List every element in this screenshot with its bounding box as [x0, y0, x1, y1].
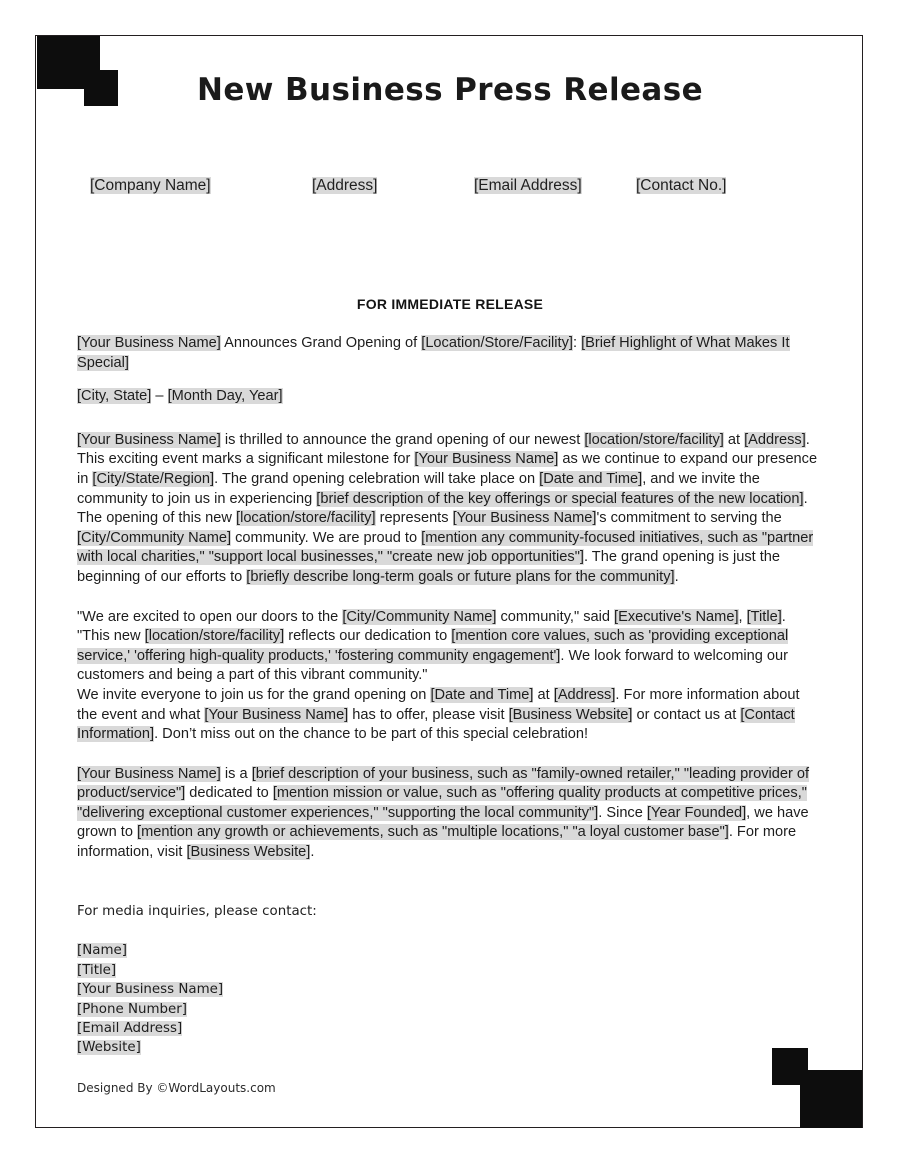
p4-text-f: .: [310, 844, 315, 861]
p3-text-a: We invite everyone to join us for the grand opening on: [77, 686, 431, 703]
p1-text-k: . The grand opening is just the beginning of our efforts to: [77, 549, 781, 585]
p1-text-c: . This exciting event marks a significant milestone for: [77, 431, 810, 468]
p1-text-h: represents: [375, 510, 453, 527]
meta-address: [312, 177, 474, 195]
dateline-city-state: [City, State]: [77, 388, 152, 405]
headline-mid-text: Announces Grand Opening of: [220, 335, 422, 351]
p3-address: [Address]: [553, 686, 616, 703]
p2-text-e: reflects our dedication to: [284, 628, 452, 645]
p4-text-c: . Since: [598, 804, 647, 821]
designer-credit: Designed By ©WordLayouts.com: [77, 1081, 276, 1095]
company-meta-row: [90, 177, 780, 195]
p3-date-and-time: [Date and Time]: [430, 686, 534, 703]
p1-text-f: , and we invite the community to join us in experiencing: [77, 470, 760, 507]
p2-core-values: [mention core values, such as 'providing exceptional service,' 'offering high-quality products,' 'fostering community engagement']: [77, 628, 789, 664]
p4-mission-or-value: [mention mission or value, such as "offering quality products at competitive prices," "delivering exceptional customer experiences," "supporting the local community"]: [77, 785, 807, 821]
p3-business-name: [Your Business Name]: [204, 706, 349, 723]
body-paragraph-1: [77, 431, 819, 588]
p4-text-d: , we have grown to: [77, 804, 809, 841]
p1-long-term-goals: [briefly describe long-term goals or future plans for the community]: [246, 568, 675, 585]
headline-business-name: [Your Business Name]: [77, 335, 221, 351]
contact-name: [Name]: [77, 943, 127, 959]
body-paragraph-4-boilerplate: [77, 765, 819, 863]
list-item: [77, 941, 577, 960]
contact-title: [Title]: [77, 962, 117, 978]
p4-growth-achievements: [mention any growth or achievements, such as "multiple locations," "a loyal customer base"]: [137, 824, 729, 841]
p1-community-name: [City/Community Name]: [77, 529, 232, 546]
list-item: [77, 961, 577, 980]
p3-business-website: [Business Website]: [508, 706, 633, 723]
p3-text-c: . For more information about the event and what: [77, 686, 800, 723]
headline-highlight: [Brief Highlight of What Makes It Special]: [77, 335, 790, 371]
body-paragraph-3-invite: [77, 686, 819, 745]
headline-location: [Location/Store/Facility]: [421, 335, 573, 351]
meta-contact-number-value: [Contact No.]: [636, 177, 727, 194]
media-contact-intro: For media inquiries, please contact:: [77, 904, 317, 919]
p1-text-e: . The grand opening celebration will take place on: [214, 470, 540, 487]
page-title: New Business Press Release: [196, 72, 704, 108]
list-item: [77, 1000, 577, 1019]
headline-paragraph: [77, 334, 819, 373]
bottom-right-large-square-decoration: [800, 1070, 862, 1128]
p1-text-g: . The opening of this new: [77, 490, 808, 527]
p3-text-f: . Don’t miss out on the chance to be part of this special celebration!: [154, 726, 589, 743]
p3-contact-information: [Contact Information]: [77, 706, 795, 743]
dateline-paragraph: [77, 387, 819, 407]
contact-website: [Website]: [77, 1040, 141, 1056]
p1-key-offerings: [brief description of the key offerings or special features of the new location]: [316, 490, 804, 507]
contact-email-address: [Email Address]: [77, 1021, 183, 1037]
p1-business-name-2: [Your Business Name]: [414, 451, 559, 468]
p4-business-website: [Business Website]: [186, 844, 311, 861]
p1-city-state-region: [City/State/Region]: [92, 470, 215, 487]
p4-text-a: is a: [220, 765, 252, 782]
body-paragraph-2-quote: [77, 608, 819, 686]
p1-text-j: community. We are proud to: [231, 529, 422, 546]
p1-business-name-3: [Your Business Name]: [452, 510, 597, 527]
p1-text-i: 's commitment to serving the: [596, 510, 782, 527]
list-item: [77, 980, 577, 999]
p1-text-l: .: [674, 568, 679, 585]
press-release-body: [77, 334, 819, 863]
dateline-date: [Month Day, Year]: [167, 388, 283, 405]
p2-community-name: [City/Community Name]: [342, 608, 497, 625]
p1-text-d: as we continue to expand our presence in: [77, 451, 818, 487]
p1-community-initiatives: [mention any community-focused initiatives, such as "partner with local charities," "support local businesses," "create new job opportunities"]: [77, 529, 814, 566]
p1-text-b: at: [723, 431, 745, 448]
media-contact-block: [77, 902, 577, 1058]
media-contact-list: [77, 941, 577, 1057]
headline-colon: :: [572, 335, 582, 351]
p3-text-d: has to offer, please visit: [348, 706, 509, 723]
p1-address: [Address]: [744, 431, 806, 448]
meta-address-value: [Address]: [312, 177, 378, 194]
contact-business-name: [Your Business Name]: [77, 982, 224, 998]
p1-location-2: [location/store/facility]: [236, 510, 376, 527]
p2-text-d: . "This new: [77, 608, 786, 645]
meta-email-address-value: [Email Address]: [474, 177, 582, 194]
meta-email-address: [474, 177, 636, 195]
p1-date-and-time: [Date and Time]: [539, 470, 643, 487]
p1-business-name: [Your Business Name]: [77, 431, 221, 448]
list-item: [77, 1038, 577, 1057]
contact-phone-number: [Phone Number]: [77, 1001, 187, 1017]
p3-text-b: at: [533, 686, 554, 703]
p4-business-name: [Your Business Name]: [77, 765, 221, 782]
meta-company-name: [90, 177, 312, 195]
p2-text-a: "We are excited to open our doors to the: [77, 608, 343, 625]
p4-business-description: [brief description of your business, such as "family-owned retailer," "leading provider of product/service"]: [77, 765, 810, 802]
p4-year-founded: [Year Founded]: [646, 804, 747, 821]
list-item: [77, 1019, 577, 1038]
immediate-release-notice: FOR IMMEDIATE RELEASE: [356, 296, 544, 312]
p4-text-b: dedicated to: [185, 785, 273, 802]
p2-title: [Title]: [746, 608, 782, 625]
meta-company-name-value: [Company Name]: [90, 177, 211, 194]
p2-text-b: community," said: [496, 608, 615, 625]
p2-text-c: ,: [738, 608, 747, 625]
p2-text-f: . We look forward to welcoming our customers and being a part of this vibrant community.": [77, 647, 788, 684]
meta-contact-number: [636, 177, 726, 195]
p2-executive-name: [Executive's Name]: [614, 608, 739, 625]
p1-location: [location/store/facility]: [584, 431, 724, 448]
p2-location: [location/store/facility]: [144, 628, 285, 645]
p4-text-e: . For more information, visit: [77, 824, 797, 861]
p1-text-a: is thrilled to announce the grand opening of our newest: [220, 431, 585, 448]
dateline-separator: –: [151, 388, 168, 405]
p3-text-e: or contact us at: [632, 706, 741, 723]
